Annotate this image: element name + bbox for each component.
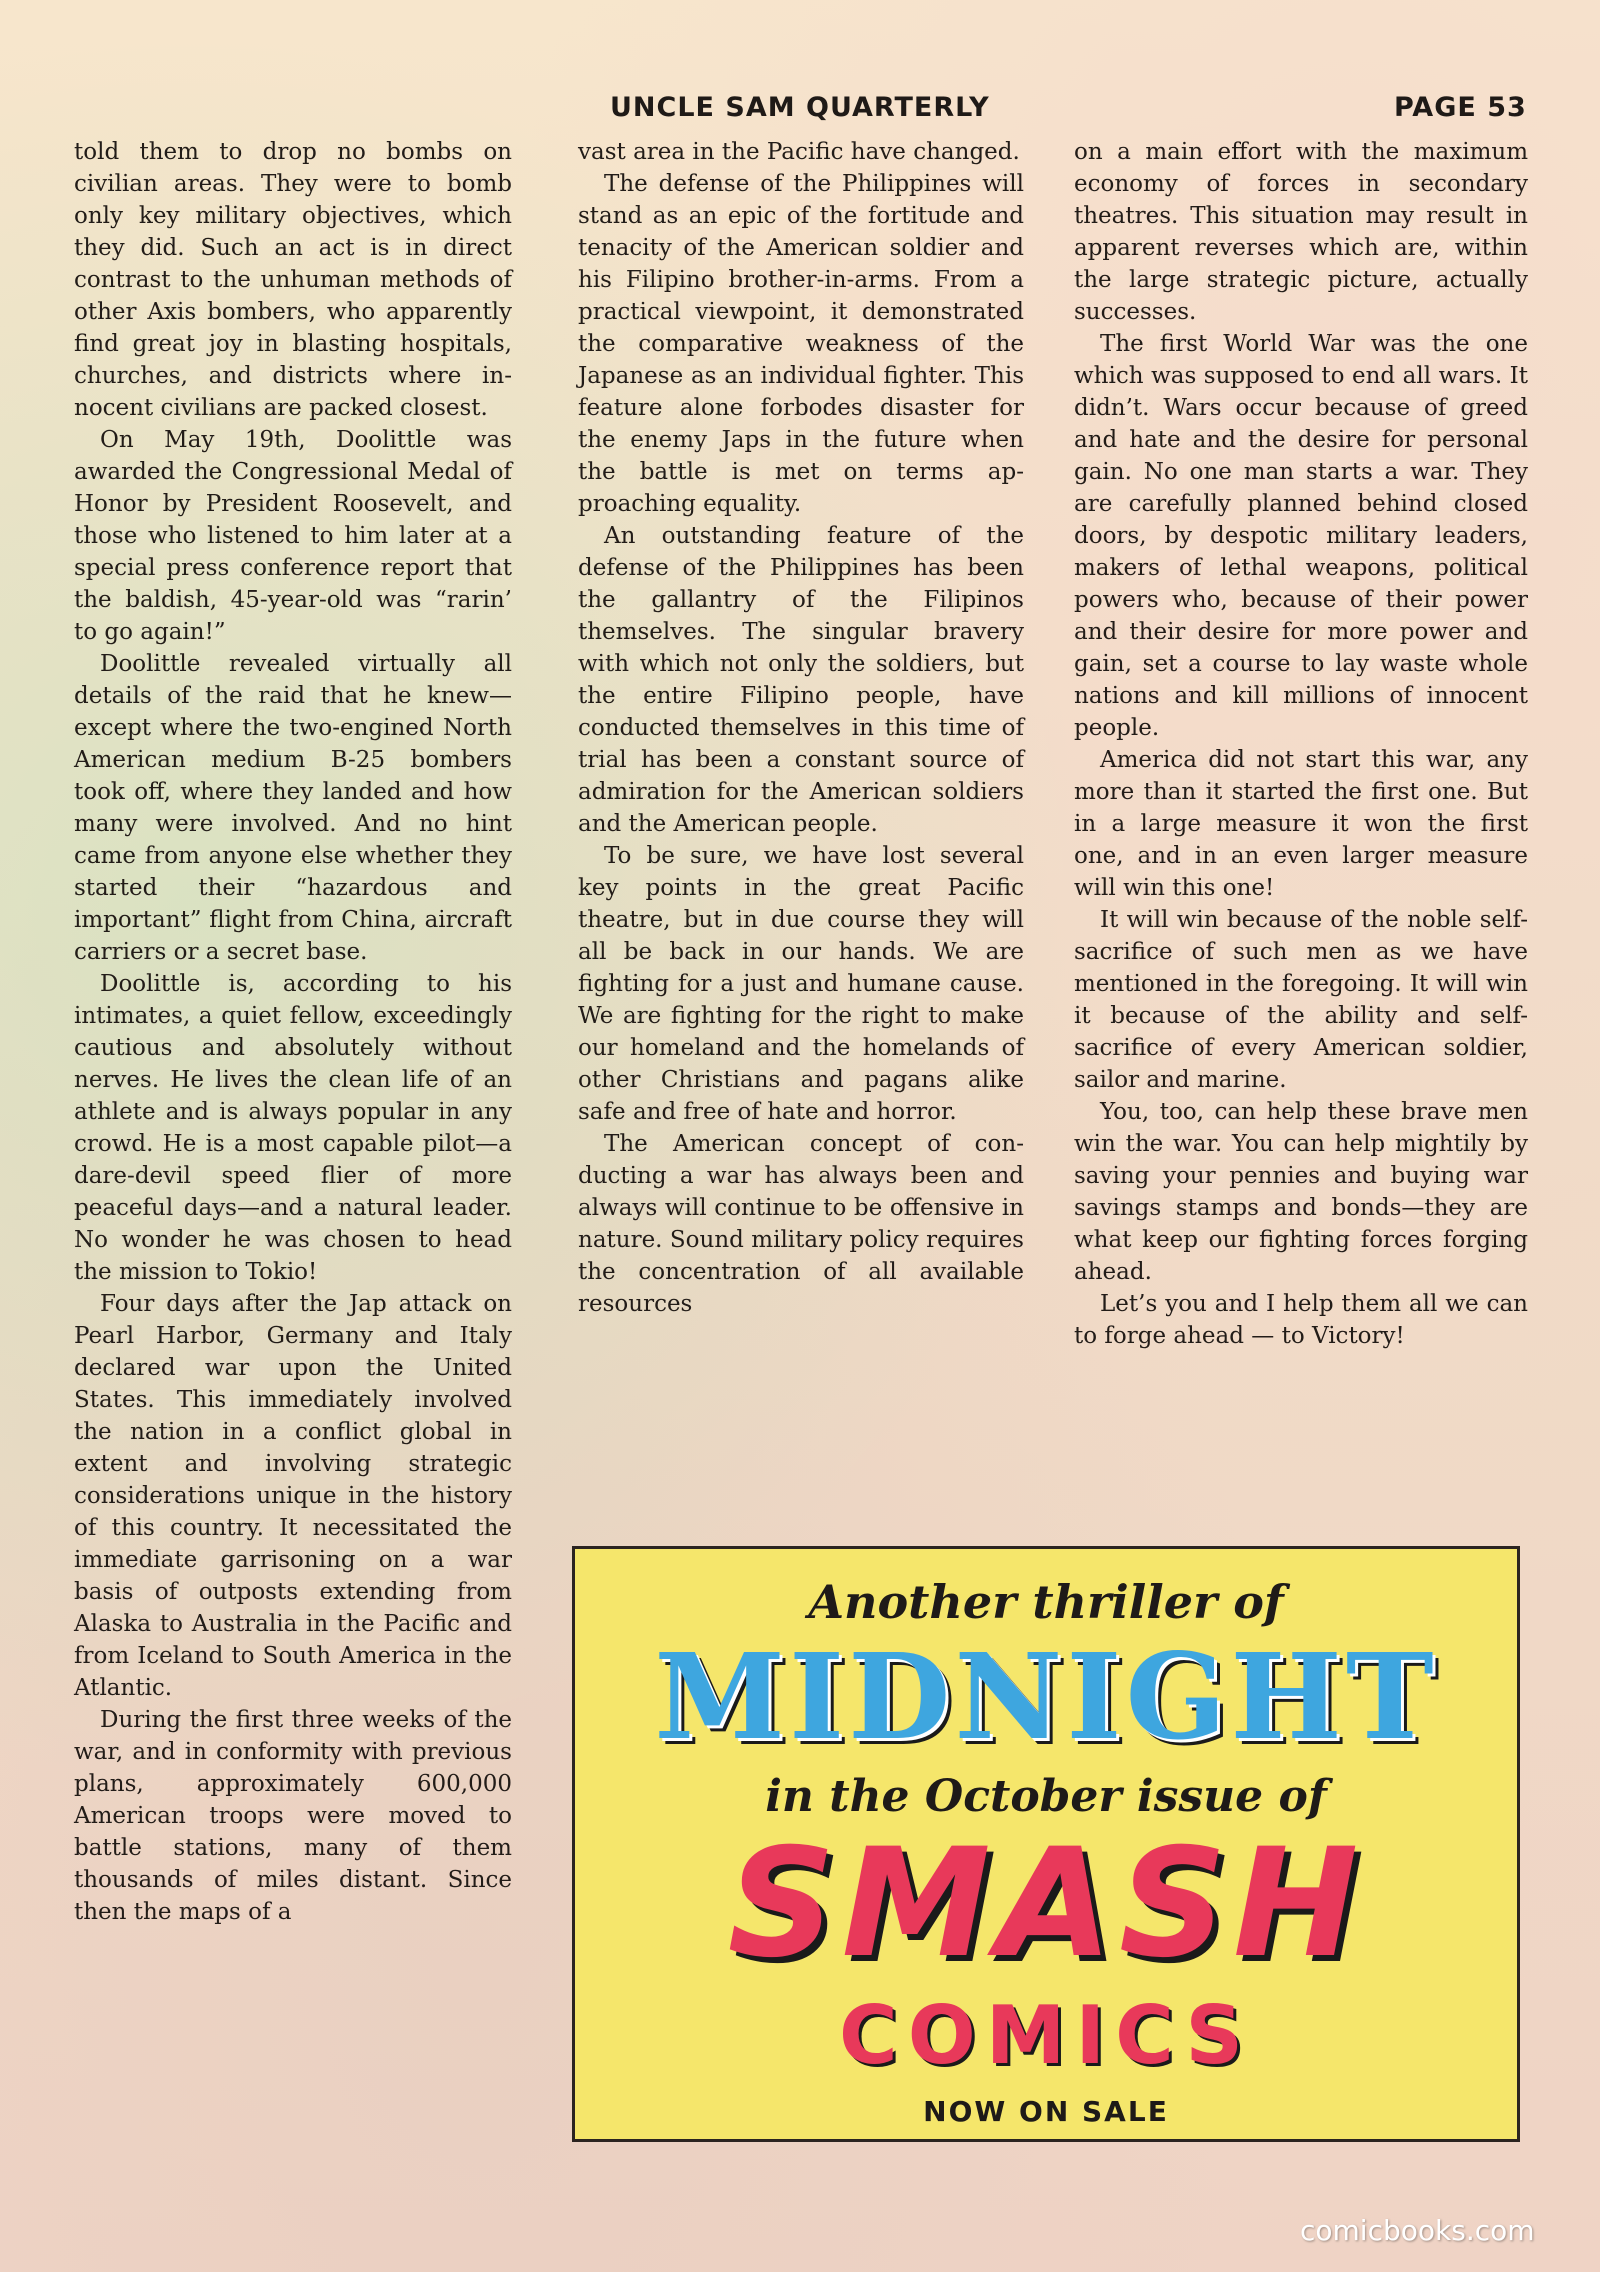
paragraph: vast area in the Pacific have changed. [578,139,1020,165]
ad-on-sale-text: NOW ON SALE [923,2095,1169,2128]
paragraph: The defense of the Philippines will stand as an epic of the fortitude and tenacity of the American soldier and his Filipino brother-in-arms. From a practical viewpoint, it demonstrated the comparative weakness of the Japanese as an individual fighter. This feature alone forbodes disaster for the enemy Japs in the future when the battle is met on terms approaching equality. [578,171,1024,517]
paragraph: On May 19th, Doolittle was awarded the Congressional Medal of Honor by President Roosevelt, and those who listened to him later at a special press conference report that the baldish, 45-year-old was “rarin’ to go again!” [74,427,512,645]
paragraph: To be sure, we have lost several key points in the great Pacific theatre, but in due course they will all be back in our hands. We are fighting for a just and humane cause. We are fighting for the right to make our homeland and the homelands of other Christians and pagans alike safe and free of hate and horror. [578,843,1024,1125]
smash-comics-ad [572,1546,1520,2142]
watermark: comicbooks.com [1300,2214,1535,2247]
article-column-2 [578,136,1024,1320]
paragraph: You, too, can help these brave men win the war. You can help mightily by saving your pennies and buying war savings stamps and bonds—they are what keep our fighting forces forging ahead. [1074,1099,1528,1285]
paragraph: America did not start this war, any more than it started the first one. But in a large measure it won the first one, and in an even larger measure will win this one! [1074,747,1528,901]
magazine-title: UNCLE SAM QUARTERLY [610,92,990,123]
paragraph: The first World War was the one which was supposed to end all wars. It didn’t. Wars occur because of greed and hate and the desire for personal gain. No one man starts a war. They are carefully planned behind closed doors, by despotic military leaders, makers of lethal weapons, political powers who, because of their power and their desire for more power and gain, set a course to lay waste whole nations and kill millions of innocent people. [1074,331,1528,741]
paragraph: The American concept of conducting a war has always been and always will continue to be offensive in nature. Sound military policy requires the concentration of all available resources [578,1131,1024,1317]
ad-brand-title: SMASH [727,1817,1365,1991]
paragraph: told them to drop no bombs on civilian areas. They were to bomb only key military objectives, which they did. Such an act is in direct contrast to the unhuman methods of other Axis bombers, who apparently find great joy in blasting hospitals, churches, and districts where innocent civilians are packed closest. [74,139,512,421]
paragraph: Doolittle is, according to his intimates, a quiet fellow, exceedingly cautious and absolutely without nerves. He lives the clean life of an athlete and is always popular in any crowd. He is a most capable pilot—a dare-devil speed flier of more peaceful days—and a natural leader. No wonder he was chosen to head the mission to Tokio! [74,971,512,1285]
ad-issue-text: in the October issue of [765,1771,1327,1822]
article-column-1 [74,136,512,1928]
paragraph: Four days after the Jap attack on Pearl Harbor, Germany and Italy declared war upon the United States. This immediately involved the nation in a conflict global in extent and involving strategic considerations unique in the history of this country. It necessitated the immediate garrisoning on a war basis of outposts extending from Alaska to Australia in the Pacific and from Iceland to South America in the Atlantic. [74,1291,512,1701]
page-header [0,92,1600,132]
ad-brand-subtitle: COMICS [839,1989,1253,2082]
paragraph: Let’s you and I help them all we can to forge ahead — to Victory! [1074,1291,1528,1349]
article-column-3 [1074,136,1528,1352]
paragraph: Doolittle revealed virtually all details of the raid that he knew—except where the two-engined North American medium B-25 bombers took off, where they landed and how many were involved. And no hint came from anyone else whether they started their “hazardous and important” flight from China, aircraft carriers or a secret base. [74,651,512,965]
paragraph: During the first three weeks of the war, and in conformity with previous plans, approximately 600,000 American troops were moved to battle stations, many of them thousands of miles distant. Since then the maps of a [74,1707,512,1925]
paragraph: It will win because of the noble self-sacrifice of such men as we have mentioned in the foregoing. It will win it because of the ability and self-sacrifice of every American soldier, sailor and marine. [1074,907,1528,1093]
ad-feature-title: MIDNIGHT [654,1627,1438,1766]
paragraph: An outstanding feature of the defense of the Philippines has been the gallantry of the Filipinos themselves. The singular bravery with which not only the soldiers, but the entire Filipino people, have conducted themselves in this time of trial has been a constant source of admiration for the American soldiers and the American people. [578,523,1024,837]
page-number: PAGE 53 [1394,92,1527,123]
paragraph: on a main effort with the maximum economy of forces in secondary theatres. This situation may result in apparent reverses which are, within the large strategic picture, actually successes. [1074,139,1528,325]
ad-intro-text: Another thriller of [808,1575,1284,1629]
